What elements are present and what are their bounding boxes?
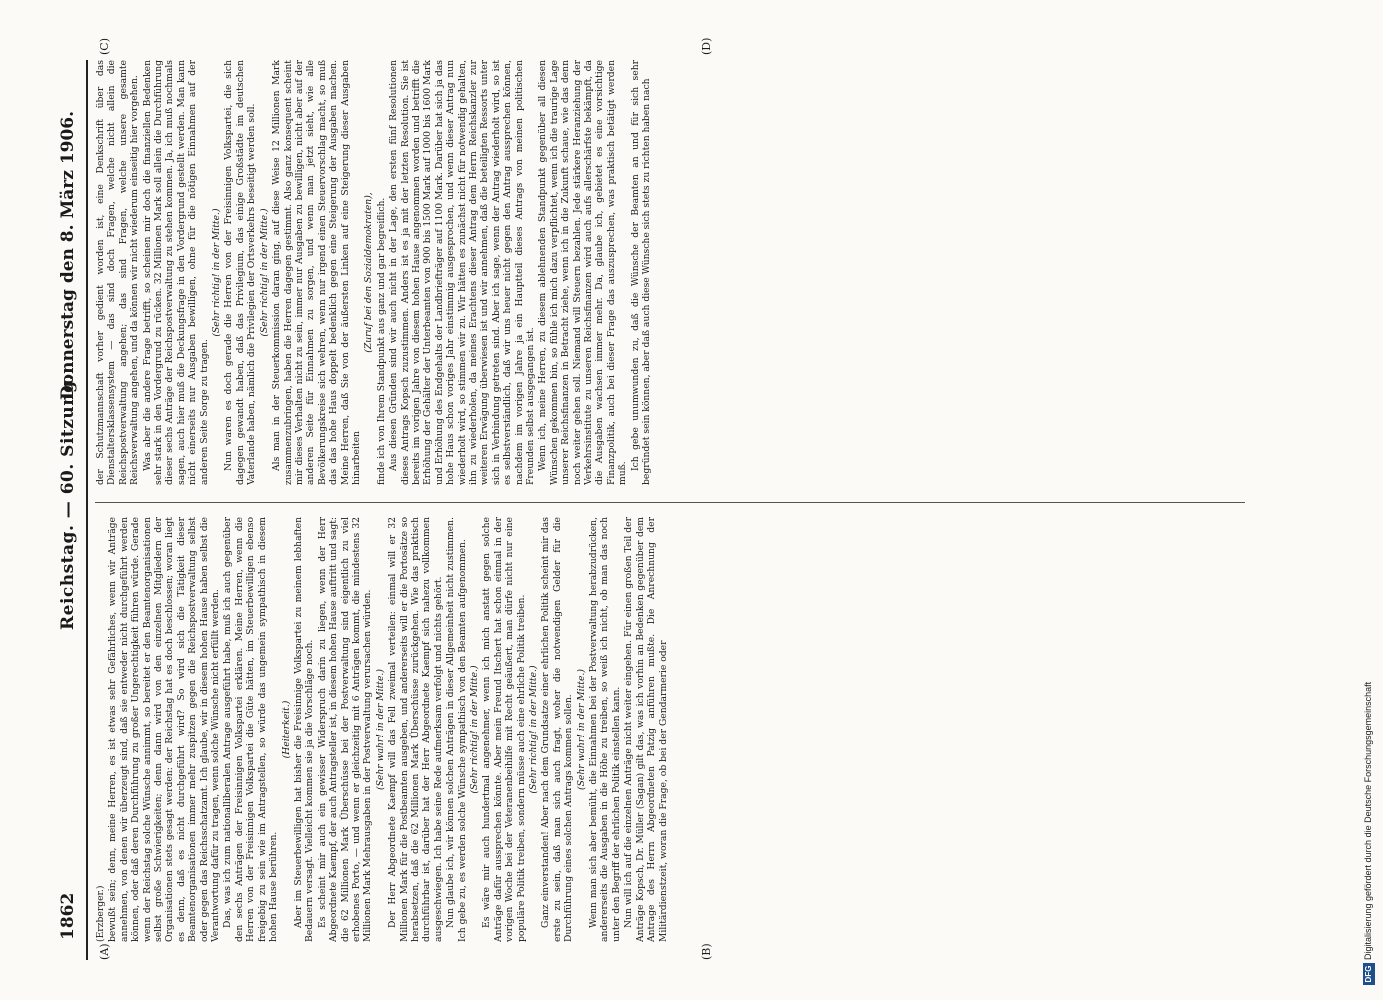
paragraph: Das, was ich zum nationalliberalen Antrage ausgeführt habe, muß ich auch gegenüber den sechs Anträgen der Freisinnigen Volkspartei erklären. Meine Herren, wenn die Herren von der Freisinnigen Volkspartei die Güte hätten, im Steuerbewilligen ebenso freigebig zu sein wie im Antragstellen, so würde das ungemein sympathisch in diesem hohen Hause berühren. [222,517,280,942]
interjection: (Sehr wahr! in der Mitte.) [374,669,386,790]
right-text-column [95,60,1255,485]
side-credit [1363,10,1377,990]
paragraph: Nun will ich auf die einzelnen Anträge nicht weiter eingehen. Für einen großen Teil der Anträge Kopsch, Dr. Müller (Sagan) gilt das, was ich vorhin an Bedenken gegenüber dem Antrage des Herrn Abgeordneten Patzig anführen mußte. Die Anrechnung der Militärdienstzeit, woran die Frage, ob bei der Gendarmerie oder [623,517,669,942]
paragraph: Nun glaube ich, wir können solchen Anträgen in dieser Allgemeinheit nicht zustimmen. Ich gebe zu, es werden solche Wünsche sympathisch von den Beamten aufgenommen. [445,517,468,942]
paragraph: Es scheint mir auch ein gewisser Widerspruch darin zu liegen, wenn der Herr Abgeordnete Kaempf, der auch Antragsteller ist, in diesem hohen Hause auftritt und sagt: die 62 Millionen Mark Überschüsse bei der Postverwaltung sind eigentlich zu viel erhobenes Porto, — und wenn er gleichzeitig mit 6 Anträgen kommt, die mindestens 32 Millionen Mark Mehrausgaben in der Postverwaltung verursachen würden. [316,517,374,942]
paragraph: (Erzberger.) [95,885,106,942]
interjection: (Sehr richtig! in der Mitte.) [211,208,223,337]
interjection: (Zuruf bei den Sozialdemokraten), [363,192,375,353]
paragraph: der Schutzmannschaft vorher gedient worden ist, eine Denkschrift über das Dienstaltersklassensystem — das sind doch Fragen, welche nicht allein die Reichspostverwaltung angehen; das sind Fragen, welche unsere gesamte Reichsverwaltung angehen, und da können wir nicht wiederum einseitig hier vorgehen. [95,60,141,485]
margin-marker-b: (B) [700,943,713,960]
paragraph: Ich gebe unumwunden zu, daß die Wünsche der Beamten an und für sich sehr begründet sein können, aber daß auch diese Wünsche sich stets zu richten haben nach [629,60,653,485]
paragraph: Ganz einverstanden! Aber nach dem Grundsatze einer ehrlichen Politik scheint mir das erste zu sein, daß man sich auch fragt, woher die notwendigen Gelder für die Durchführung eines solchen Antrags kommen sollen. [540,517,575,942]
dfg-logo: DFG [1363,963,1375,985]
margin-marker-c: (C) [98,38,111,55]
interjection: (Sehr richtig! in der Mitte.) [528,665,540,794]
paragraph: Es wäre mir auch hundertmal angenehmer, wenn ich mich anstatt gegen solche Anträge dafür aussprechen könnte. Aber mein Freund Itschert hat schon einmal in der vorigen Woche bei der Veteranenbeihilfe mit Recht geäußert, man dürfe nicht nur eine populäre Politik treiben, sondern müsse auch eine ehrliche Politik treiben. [481,517,527,942]
page-header [58,60,82,960]
paragraph: Wenn ich, meine Herren, zu diesem ablehnenden Standpunkt gegenüber all diesen Wünschen gekommen bin, so fühle ich mich dazu verpflichtet, wenn ich die traurige Lage unserer Reichsfinanzen in Betracht ziehe, wenn ich in die Zukunft schaue, wie das denn noch weiter gehen soll. Niemand will Steuern bezahlen. Jede stärkere Heranziehung der Verkehrsinstitute zu unseren Reichsfinanzen wird auch aufs allerschärfste bekämpft, da die Ausgaben wachsen immer mehr. Da, glaube ich, gebietet es eine vorsichtige Finanzpolitik, auch bei dieser Frage das auszusprechen, was praktisch betätigt werden muß. [537,60,629,485]
paragraph: Aber im Steuerbewilligen hat bisher die Freisinnige Volkspartei zu meinem lebhaften Bedauern versagt. Vielleicht kommen sie ja die Vorschläge noch. [292,517,316,942]
left-text-column [95,517,1255,942]
header-rule [86,60,88,960]
paragraph: Was aber die andere Frage betrifft, so scheinen mir doch die finanziellen Bedenken sehr stark in den Vordergrund zu rücken. 32 Millionen Mark soll allein die Durchführung dieser sechs Anträge der Reichspostverwaltung zu stehen kommen. Ja, ich muß nochmals sagen, auch hier muß die Deckungsfrage in den Vordergrund gestellt werden. Man kann nicht einerseits nur Ausgaben bewilligen, ohne für die nötigen Einnahmen auf der anderen Seite Sorge zu tragen. [141,60,210,485]
paragraph: bewußt sein; denn, meine Herren, es ist etwas sehr Gefährliches, wenn wir Anträge annehmen, von denen wir überzeugt sind, daß sie entweder nicht durchgeführt werden können, oder daß deren Durchführung zu großer Ungerechtigkeit führen würde. Gerade wenn der Reichstag solche Wünsche annimmt, so bereitet er den Beamtenorganisationen selbst große Schwierigkeiten; denn dann wird von den einzelnen Mitgliedern der Organisationen stets gesagt werden: der Reichstag hat es doch beschlossen; woran liegt es denn, daß es nicht durchgeführt wird? So wird sich die Tätigkeit dieser Beamtenorganisationen immer mehr zuspitzen gegen die Reichspostverwaltung selbst oder gegen das Reichsschatzamt. Ich glaube, wir in diesem hohen Hause haben selbst die Verantwortung dafür zu tragen, wenn solche Wünsche nicht erfüllt werden. [107,517,222,942]
interjection: (Heiterkeit.) [280,700,292,759]
interjection: (Sehr richtig! in der Mitte.) [258,208,270,337]
paragraph: Der Herr Abgeordnete Kaempf will das Fell zweimal verteilen: einmal will er 32 Millionen Mark für die Postbeamten ausgeben, und andererseits will er die Portosätze so herabsetzen, daß die 62 Millionen Mark Überschüsse zurückgehen. Wie das praktisch durchführbar ist, darüber hat der Herr Abgeordnete Kaempf sich nahezu vollkommen ausgeschwiegen. Ich habe seine Rede aufmerksam verfolgt und nichts gehört. [387,517,444,942]
paragraph: Nun waren es doch gerade die Herren von der Freisinnigen Volkspartei, die sich dagegen gewandt haben, daß das Privilegium, das einige Großstädte im deutschen Vaterlande haben, nämlich die Privilegien der Ortsverkehrs beseitigt werden soll. [223,60,258,485]
margin-marker-d: (D) [700,37,713,55]
session-title: Reichstag. — 60. Sitzung. [58,374,78,630]
paragraph: Wenn man sich aber bemüht, die Einnahmen bei der Postverwaltung herabzudrücken, andererseits die Ausgaben in die Höhe zu treiben, so weiß ich nicht, ob man das noch unter den Begriff der ehrlichen Politik einstellen kann. [588,517,622,942]
paragraph: Aus diesen Gründen sind wir auch nicht in der Lage, den ersten fünf Resolutionen dieses Antrags Kopsch zuzustimmen. Anders ist es ja mit der letzten Resolution. Sie ist bereits im vorigen Jahre von diesem hohen Hause angenommen worden und betrifft die Erhöhung der Gehälter der Unterbeamten von 900 bis 1500 Mark auf 1000 bis 1600 Mark und Erhöhung des Endgehalts der Landbriefträger auf 1100 Mark. Darüber hat sich ja das hohe Haus schon voriges Jahr einstimmig ausgesprochen, und wenn dieser Antrag nun wiederholt wird, so stimmen wir zu. Wir hätten es zunächst nicht für notwendig gehalten, ihn zu wiederholen, da meines Erachtens dieser Antrag dem Herrn Reichskanzler zur weiteren Erwägung überwiesen ist und wir annehmen, daß die beteiligten Ressorts unter sich in Verbindung getreten sind. Aber ich sage, wenn der Antrag wiederholt wird, so ist es selbstverständlich, daß wir uns heuer nicht gegen den Antrag aussprechen können, nachdem im vorigen Jahre ja ein Hauptteil dieses Antrags von meinen politischen Freunden selbst ausgegangen ist. [388,60,537,485]
column-divider [95,502,1245,503]
session-date: Donnerstag den 8. März 1906. [58,110,78,400]
page-number: 1862 [58,892,78,940]
margin-marker-a: (A) [98,943,111,960]
interjection: (Sehr wahr! in der Mitte.) [575,669,587,790]
funding-credit: Digitalisierung gefördert durch die Deutsche Forschungsgemeinschaft [1363,681,1373,960]
interjection: (Sehr richtig! in der Mitte.) [469,665,480,794]
paragraph: Als man in der Steuerkommission daran ging, auf diese Weise 12 Millionen Mark zusammenzubringen, haben die Herren dagegen gestimmt. Also ganz konsequent scheint mir dieses Verhalten nicht zu sein, immer nur Ausgaben zu bewilligen, nicht aber auf der anderen Seite für Einnahmen zu sorgen, und wenn man jetzt sieht, wie alle Bevölkerungskreise sich wehren, wenn nur irgend einen Steuervorschlag macht, so muß das das hohe Haus doppelt bedenklich gegen eine Steigerung der Ausgaben machen. Meine Herren, daß Sie von der äußersten Linken auf eine Steigerung dieser Ausgaben hinarbeiten [271,60,362,485]
paragraph: finde ich von Ihrem Standpunkt aus ganz und gar begreiflich. [375,197,387,485]
